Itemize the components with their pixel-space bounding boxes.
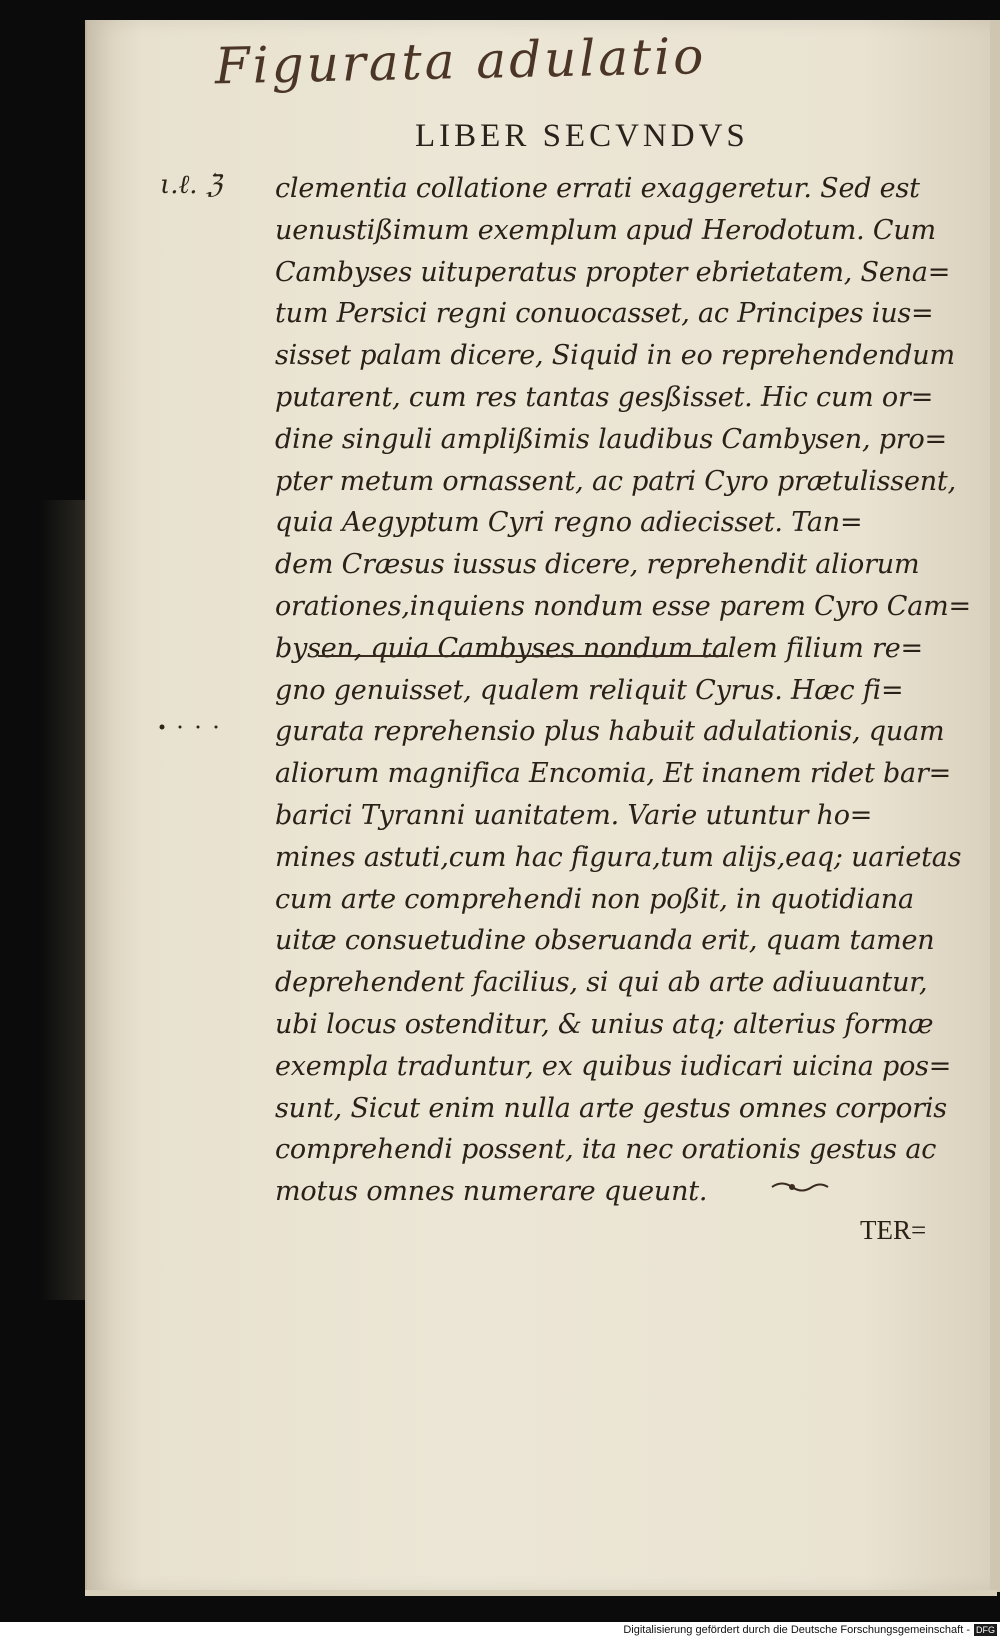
text-line: comprehendi possent, ita nec orationis gestus ac [275, 1134, 937, 1166]
text-line: cum arte comprehendi non poßit, in quotidiana [275, 883, 914, 915]
handwritten-underline [318, 655, 728, 657]
text-line: ubi locus ostenditur, & unius atq; alterius formæ [275, 1008, 934, 1040]
text-line: sunt, Sicut enim nulla arte gestus omnes corporis [275, 1092, 947, 1124]
text-line: uenustißimum exemplum apud Herodotum. Cum [275, 214, 936, 246]
catchword: TER= [860, 1215, 927, 1245]
page-bottom-edge [85, 1590, 997, 1596]
text-line: Cambyses uituperatus propter ebrietatem, Sena= [275, 256, 951, 288]
handwritten-annotation: Figurata adulatio [214, 27, 707, 96]
text-line: gno genuisset, qualem reliquit Cyrus. Hæc fi= [275, 674, 904, 706]
text-line: putarent, cum res tantas gesßisset. Hic cum or= [275, 381, 934, 413]
text-line: sisset palam dicere, Siquid in eo reprehendendum [275, 340, 955, 372]
running-head: LIBER SECVNDVS [415, 118, 749, 154]
text-line: tum Persici regni conuocasset, ac Principes ius= [275, 298, 934, 330]
text-line: aliorum magnifica Encomia, Et inanem ridet bar= [275, 758, 952, 790]
text-line: dine singuli amplißimis laudibus Cambysen, pro= [275, 423, 947, 455]
dfg-logo: DFG [976, 1625, 995, 1635]
text-line: motus omnes numerare queunt. [275, 1176, 708, 1208]
ornament-icon [770, 1177, 830, 1201]
text-line: gurata reprehensio plus habuit adulationis, quam [275, 716, 945, 748]
text-line: exempla traduntur, ex quibus iudicari uicina pos= [275, 1050, 952, 1082]
text-line: orationes,inquiens nondum esse parem Cyro Cam= [275, 590, 971, 622]
text-line: barici Tyranni uanitatem. Varie utuntur ho= [275, 799, 873, 831]
page-right-edge [990, 20, 1000, 1592]
adjacent-page-edge [40, 500, 85, 1300]
text-line: deprehendent facilius, si qui ab arte adiuuantur, [275, 967, 928, 999]
text-line: uitæ consuetudine obseruanda erit, quam tamen [275, 925, 935, 957]
text-line: pter metum ornassent, ac patri Cyro prætulissent, [275, 465, 956, 497]
text-line: quia Aegyptum Cyri regno adiecisset. Tan= [275, 507, 863, 539]
margin-dots [158, 715, 228, 721]
body-text [275, 168, 971, 1213]
text-line: clementia collatione errati exaggeretur. Sed est [275, 173, 920, 204]
margin-note-top-left: ι.ℓ. ℨ [160, 170, 222, 200]
text-line: bysen, quia Cambyses nondum talem filium re= [275, 632, 923, 664]
text-line: mines astuti,cum hac figura,tum alijs,eaq; uarietas [275, 841, 962, 873]
footer-credit: Digitalisierung gefördert durch die Deutsche Forschungsgemeinschaft - [623, 1624, 970, 1636]
text-line: dem Cræsus iussus dicere, reprehendit aliorum [275, 549, 920, 581]
